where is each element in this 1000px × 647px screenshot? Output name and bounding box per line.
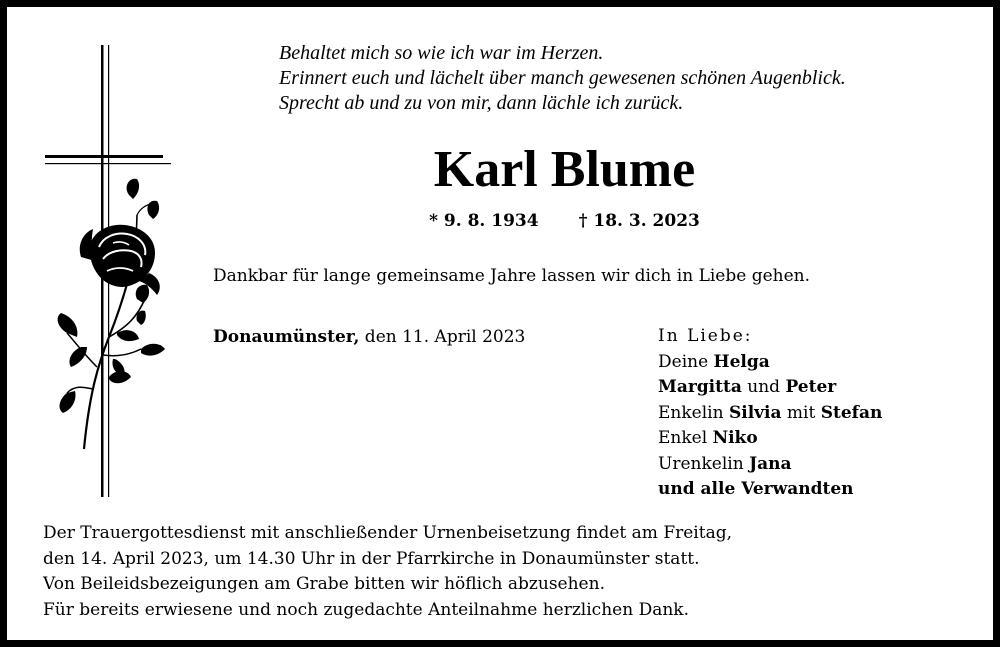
place-date-text: den 11. April 2023 bbox=[359, 327, 526, 347]
footer-line: Für bereits erwiesene und noch zugedachte Anteilnahme herzlichen Dank. bbox=[43, 599, 689, 620]
mourner-name: Stefan bbox=[820, 402, 883, 423]
mourner-name: Jana bbox=[749, 453, 792, 474]
poem-line: Behaltet mich so wie ich war im Herzen. bbox=[279, 42, 604, 64]
life-dates bbox=[207, 207, 922, 235]
place-date bbox=[213, 324, 633, 350]
mourner-line bbox=[658, 375, 988, 401]
thanks-line: Dankbar für lange gemeinsame Jahre lassen wir dich in Liebe gehen. bbox=[213, 266, 811, 286]
mourner-name: Peter bbox=[785, 377, 837, 397]
mourner-line bbox=[658, 401, 988, 427]
poem bbox=[279, 41, 979, 116]
mourner-relation: Urenkelin bbox=[658, 453, 750, 474]
poem-line: Sprecht ab und zu von mir, dann lächle ich zurück. bbox=[279, 92, 684, 114]
mourner-line bbox=[658, 477, 988, 503]
mourner-line bbox=[658, 452, 988, 478]
mourner-relation: Enkel bbox=[658, 428, 713, 448]
poem-line: Erinnert euch und lächelt über manch gewesenen schönen Augenblick. bbox=[279, 67, 846, 89]
mourner-relation: und bbox=[741, 377, 786, 397]
mourner-name: und alle Verwandten bbox=[658, 479, 854, 499]
footer-line: Der Trauergottesdienst mit anschließender Urnenbeisetzung findet am Freitag, bbox=[43, 523, 732, 543]
birth-date: * 9. 8. 1934 bbox=[429, 211, 539, 231]
mourner-relation: Enkelin bbox=[658, 402, 729, 423]
service-info bbox=[43, 521, 983, 623]
mourner-relation: Deine bbox=[658, 351, 714, 372]
footer-line: Von Beileidsbezeigungen am Grabe bitten wir höflich abzusehen. bbox=[43, 574, 605, 594]
mourner-name: Margitta bbox=[658, 377, 742, 397]
mourner-name: Helga bbox=[713, 351, 770, 372]
mourner-line bbox=[658, 350, 988, 376]
death-date: † 18. 3. 2023 bbox=[578, 211, 700, 231]
mourner-relation: mit bbox=[781, 402, 821, 423]
mourner-line bbox=[658, 426, 988, 452]
mourners-list bbox=[658, 324, 988, 503]
mourner-name: Niko bbox=[712, 428, 758, 448]
mourner-name: Silvia bbox=[728, 402, 782, 423]
deceased-name: Karl Blume bbox=[433, 141, 696, 198]
cross-with-rose-icon bbox=[37, 37, 187, 507]
place-city: Donaumünster, bbox=[213, 327, 360, 347]
footer-line: den 14. April 2023, um 14.30 Uhr in der Pfarrkirche in Donaumünster statt. bbox=[43, 548, 700, 569]
mourners-intro: In Liebe: bbox=[658, 326, 753, 346]
